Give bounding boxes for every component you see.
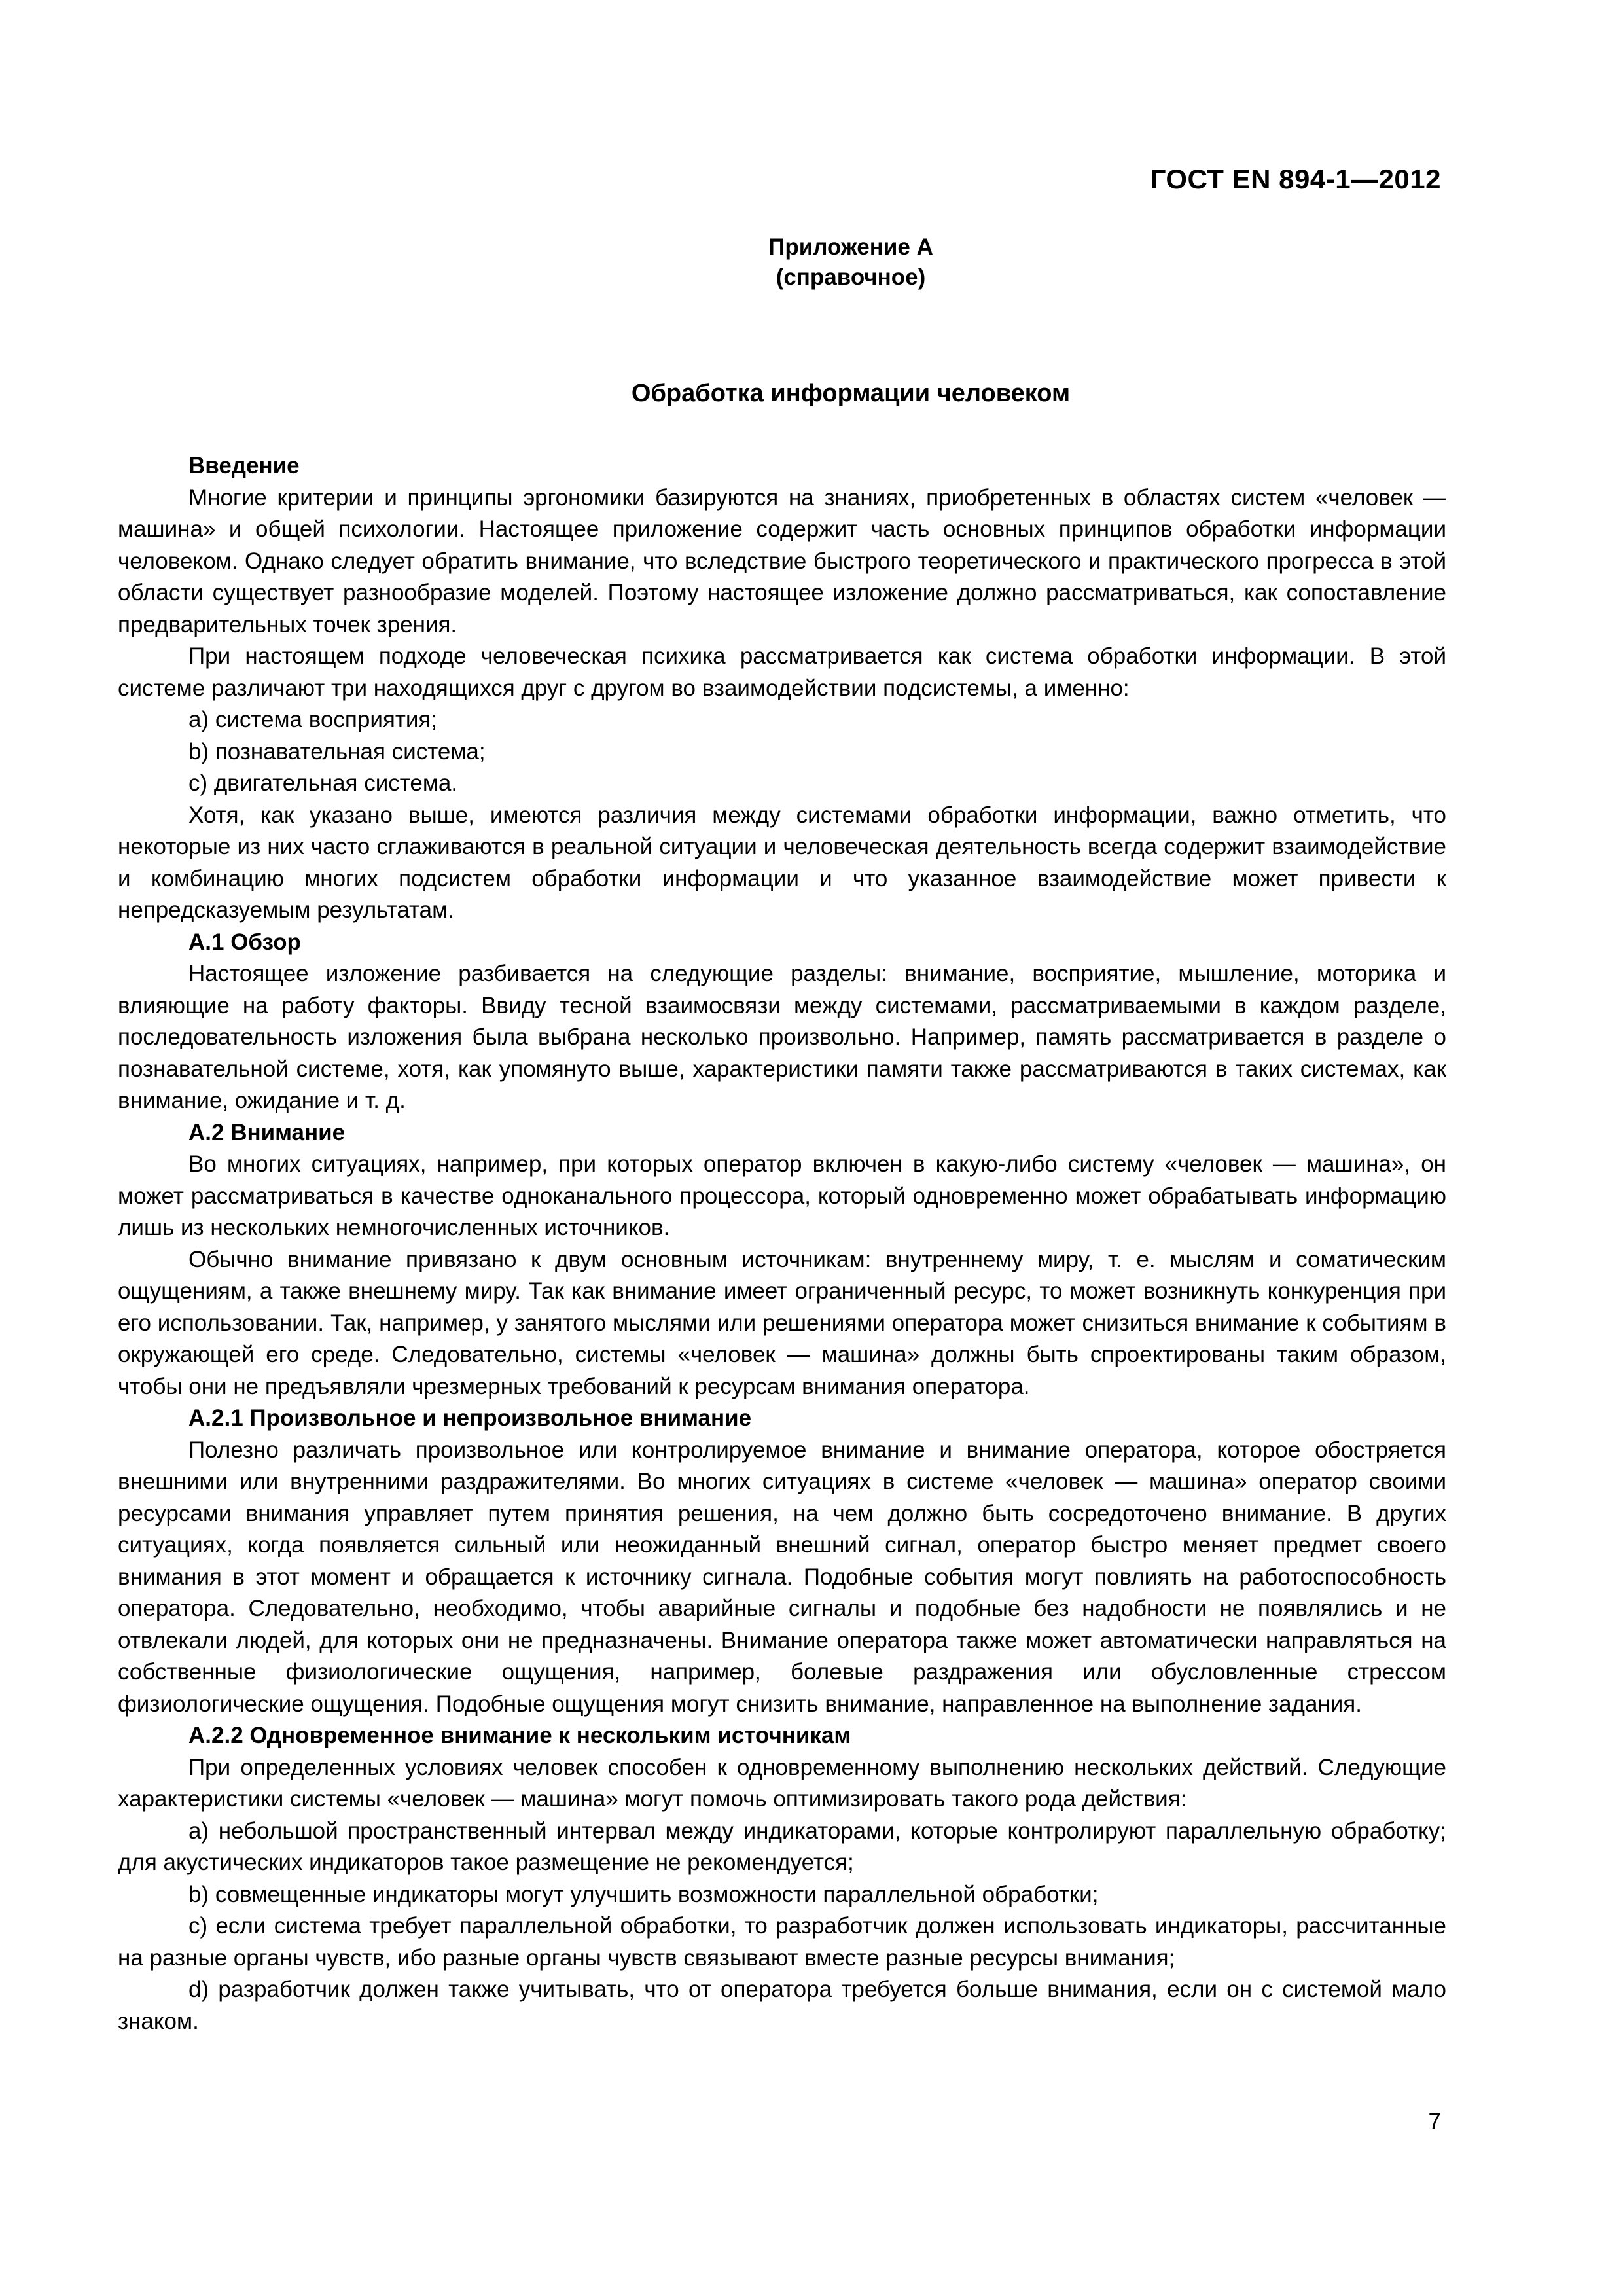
appendix-heading xyxy=(0,232,1623,293)
page-title: Обработка информации человеком xyxy=(631,380,1071,407)
paragraph: Полезно различать произвольное или контролируемое внимание и внимание оператора, которое обостряется внешними или внутренними раздражителями. Во многих ситуациях в системе «человек — машина» оператор своими ресурсами внимания управляет путем принятия решения, на чем должно быть сосредоточено внимание. В других ситуациях, когда появляется сильный или неожиданный внешний сигнал, оператор быстро меняет предмет своего внимания в этот момент и обращается к источнику сигнала. Подобные события могут повлиять на работоспособность оператора. Следовательно, необходимо, чтобы аварийные сигналы и подобные без надобности не появлялись и не отвлекали людей, для которых они не предназначены. Внимание оператора также может автоматически направляться на собственные физиологические ощущения, например, болевые раздражения или обусловленные стрессом физиологические ощущения. Подобные ощущения могут снизить внимание, направленное на выполнение задания. xyxy=(118,1437,1446,1717)
paragraph: d) разработчик должен также учитывать, что от оператора требуется больше внимания, если он с системой мало знаком. xyxy=(118,1977,1446,2034)
page-number: 7 xyxy=(1428,2109,1441,2134)
paragraph: При определенных условиях человек способен к одновременному выполнению нескольких действий. Следующие характеристики системы «человек — машина» могут помочь оптимизировать такого рода действия: xyxy=(118,1754,1446,1812)
paragraph: Настоящее изложение разбивается на следующие разделы: внимание, восприятие, мышление, моторика и влияющие на работу факторы. Ввиду тесной взаимосвязи между системами, рассматриваемыми в каждом разделе, последовательность изложения была выбрана несколько произвольно. Например, память рассматривается в разделе о познавательной системе, хотя, как упомянуто выше, характеристики памяти также рассматриваются в таких системах, как внимание, ожидание и т. д. xyxy=(118,961,1446,1113)
appendix-status: (справочное) xyxy=(776,264,926,290)
appendix-title: Приложение А xyxy=(768,234,933,260)
paragraph: с) двигательная система. xyxy=(188,770,458,796)
section-heading: Введение xyxy=(188,453,300,478)
document-code: ГОСТ EN 894-1—2012 xyxy=(1150,164,1441,194)
section-heading: А.2.2 Одновременное внимание к нескольким источникам xyxy=(188,1723,851,1748)
paragraph: Во многих ситуациях, например, при которых оператор включен в какую-либо систему «человек — машина», он может рассматриваться в качестве одноканального процессора, который одновременно может обрабатывать информацию лишь из нескольких немногочисленных источников. xyxy=(118,1151,1446,1240)
paragraph: Обычно внимание привязано к двум основным источникам: внутреннему миру, т. е. мыслям и соматическим ощущениям, а также внешнему миру. Так как внимание имеет ограниченный ресурс, то может возникнуть конкуренция при его использовании. Так, например, у занятого мыслями или решениями оператора может снизиться внимание к событиям в окружающей его среде. Следовательно, системы «человек — машина» должны быть спроектированы таким образом, чтобы они не предъявляли чрезмерных требований к ресурсам внимания оператора. xyxy=(118,1246,1446,1399)
section-heading: А.1 Обзор xyxy=(188,929,301,955)
paragraph: а) система восприятия; xyxy=(188,707,438,732)
section-heading: А.2.1 Произвольное и непроизвольное внимание xyxy=(188,1405,752,1431)
paragraph: Многие критерии и принципы эргономики базируются на знаниях, приобретенных в областях систем «человек — машина» и общей психологии. Настоящее приложение содержит часть основных принципов обработки информации человеком. Однако следует обратить внимание, что вследствие быстрого теоретического и практического прогресса в этой области существует разнообразие моделей. Поэтому настоящее изложение должно рассматриваться, как сопоставление предварительных точек зрения. xyxy=(118,484,1446,637)
body-text xyxy=(118,450,1446,2037)
paragraph: Хотя, как указано выше, имеются различия между системами обработки информации, важно отметить, что некоторые из них часто сглаживаются в реальной ситуации и человеческая деятельность всегда содержит взаимодействие и комбинацию многих подсистем обработки информации и что указанное взаимодействие может привести к непредсказуемым результатам. xyxy=(118,802,1446,923)
paragraph: При настоящем подходе человеческая психика рассматривается как система обработки информации. В этой системе различают три находящихся друг с другом во взаимодействии подсистемы, а именно: xyxy=(118,643,1446,701)
paragraph: а) небольшой пространственный интервал между индикаторами, которые контролируют параллельную обработку; для акустических индикаторов такое размещение не рекомендуется; xyxy=(118,1818,1446,1875)
paragraph: с) если система требует параллельной обработки, то разработчик должен использовать индикаторы, рассчитанные на разные органы чувств, ибо разные органы чувств связывают вместе разные ресурсы внимания; xyxy=(118,1913,1446,1971)
paragraph: b) познавательная система; xyxy=(188,738,486,764)
section-heading: А.2 Внимание xyxy=(188,1119,346,1145)
paragraph: b) совмещенные индикаторы могут улучшить возможности параллельной обработки; xyxy=(188,1881,1099,1907)
